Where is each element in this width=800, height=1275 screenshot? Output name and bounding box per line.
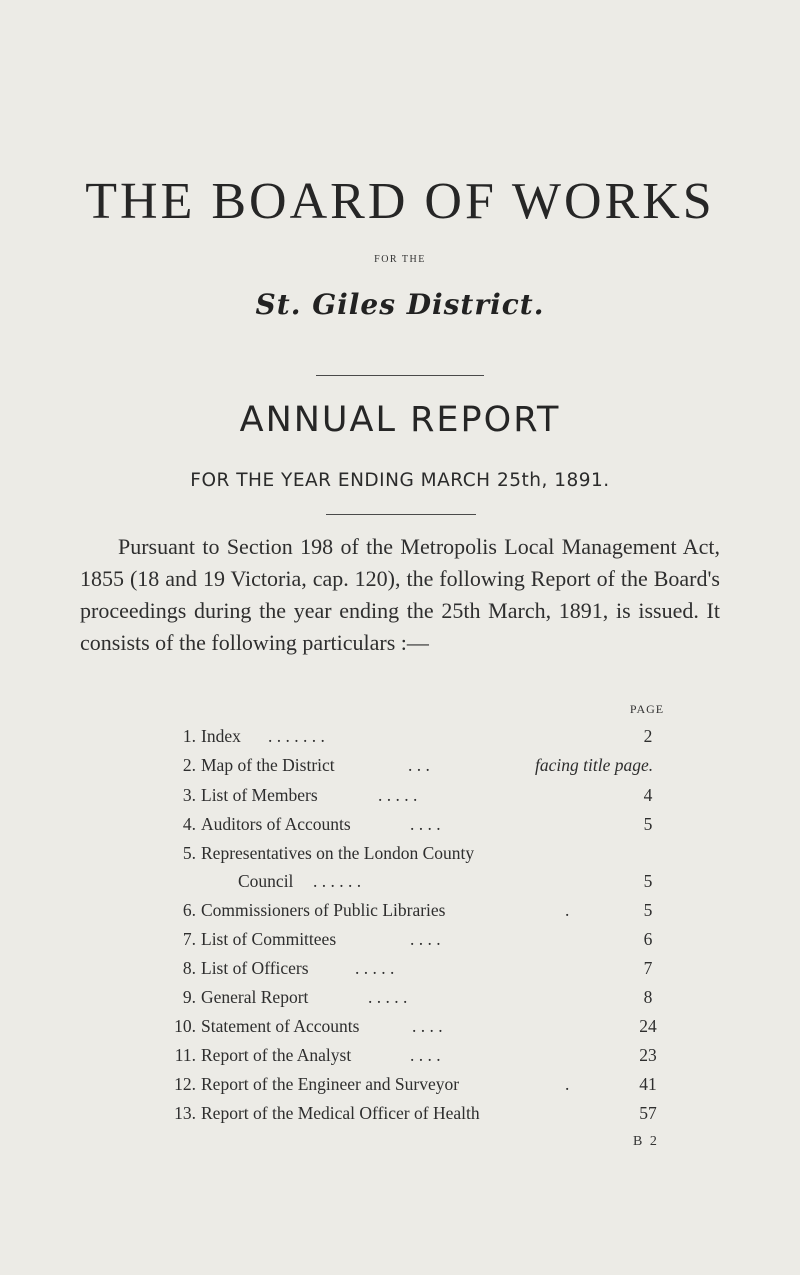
contents-row [0, 814, 800, 844]
contents-number: 12. [174, 1074, 196, 1094]
contents-row [0, 726, 800, 756]
contents-page-number: 6 [643, 929, 653, 949]
contents-label: Map of the District [201, 755, 335, 775]
contents-leader-dots: . . . . . [368, 987, 408, 1007]
contents-row [0, 1103, 800, 1133]
contents-page-number: 7 [643, 958, 653, 978]
contents-page-number: 4 [643, 785, 653, 805]
document-title: THE BOARD OF WORKS [85, 173, 715, 230]
district-name: St. Giles District. [255, 288, 545, 321]
contents-number: 7. [182, 929, 196, 949]
contents-number: 10. [174, 1016, 196, 1036]
contents-leader-dots: . . . . [410, 1045, 441, 1065]
contents-label: Report of the Medical Officer of Health [201, 1103, 480, 1123]
contents-page-number: 8 [643, 987, 653, 1007]
contents-number: 11. [174, 1045, 196, 1065]
contents-number: 6. [182, 900, 196, 920]
contents-page-number: 57 [639, 1103, 657, 1123]
contents-label: List of Committees [201, 929, 337, 949]
report-heading: ANNUAL REPORT [239, 400, 561, 440]
divider-rule [326, 514, 476, 515]
intro-paragraph: Pursuant to Section 198 of the Metropolis Local Management Act, 1855 (18 and 19 Victoria, cap. 120), the following Report of the Board's proceedings during the year ending the 25th March, 1891, is issued. It consists of the following particulars :— [80, 534, 720, 655]
contents-row [0, 900, 800, 930]
signature-mark: B 2 [633, 1134, 659, 1149]
contents-leader-dots: . [565, 900, 570, 920]
contents-row [0, 871, 800, 901]
contents-page-number: 23 [639, 1045, 657, 1065]
contents-label: List of Officers [201, 958, 309, 978]
contents-leader-dots: . . . . . [355, 958, 395, 978]
contents-number: 4. [182, 814, 196, 834]
contents-label: Report of the Engineer and Surveyor [201, 1074, 460, 1094]
contents-label: Council [238, 871, 294, 891]
contents-label: Report of the Analyst [201, 1045, 352, 1065]
contents-row [0, 1016, 800, 1046]
contents-page-number: 24 [639, 1016, 657, 1036]
contents-label: Commissioners of Public Libraries [201, 900, 446, 920]
contents-label: Statement of Accounts [201, 1016, 360, 1036]
for-the-label: FOR THE [374, 254, 426, 265]
contents-label: Representatives on the London County [201, 843, 475, 863]
contents-label: Index [201, 726, 241, 746]
contents-number: 1. [182, 726, 196, 746]
contents-leader-dots: . . . . [410, 814, 441, 834]
contents-row [0, 958, 800, 988]
contents-row [0, 1045, 800, 1075]
contents-page-number: 5 [643, 814, 653, 834]
contents-page-number: 2 [643, 726, 653, 746]
contents-leader-dots: . . . . [412, 1016, 443, 1036]
page-column-heading: PAGE [629, 702, 665, 716]
contents-row [0, 929, 800, 959]
contents-row [0, 1074, 800, 1104]
contents-row [0, 755, 800, 785]
contents-number: 2. [182, 755, 196, 775]
contents-label: List of Members [201, 785, 318, 805]
contents-page-number: 5 [643, 871, 653, 891]
contents-number: 9. [182, 987, 196, 1007]
contents-row [0, 785, 800, 815]
contents-label: General Report [201, 987, 309, 1007]
contents-number: 8. [182, 958, 196, 978]
contents-leader-dots: . . . . . [378, 785, 418, 805]
contents-row [0, 987, 800, 1017]
contents-label: Auditors of Accounts [201, 814, 351, 834]
contents-leader-dots: . [565, 1074, 570, 1094]
report-subheading: FOR THE YEAR ENDING MARCH 25th, 1891. [190, 470, 610, 491]
contents-leader-dots: . . . . . . [313, 871, 362, 891]
contents-page-number: 41 [639, 1074, 657, 1094]
divider-rule [316, 375, 484, 376]
contents-number: 3. [182, 785, 196, 805]
contents-row [0, 843, 800, 873]
contents-number: 13. [174, 1103, 196, 1123]
contents-page-number: 5 [643, 900, 653, 920]
contents-number: 5. [182, 843, 196, 863]
contents-leader-dots: . . . . [410, 929, 441, 949]
contents-leader-dots: . . . [408, 755, 430, 775]
contents-leader-dots: . . . . . . . [268, 726, 325, 746]
contents-page-number: facing title page. [535, 755, 654, 775]
